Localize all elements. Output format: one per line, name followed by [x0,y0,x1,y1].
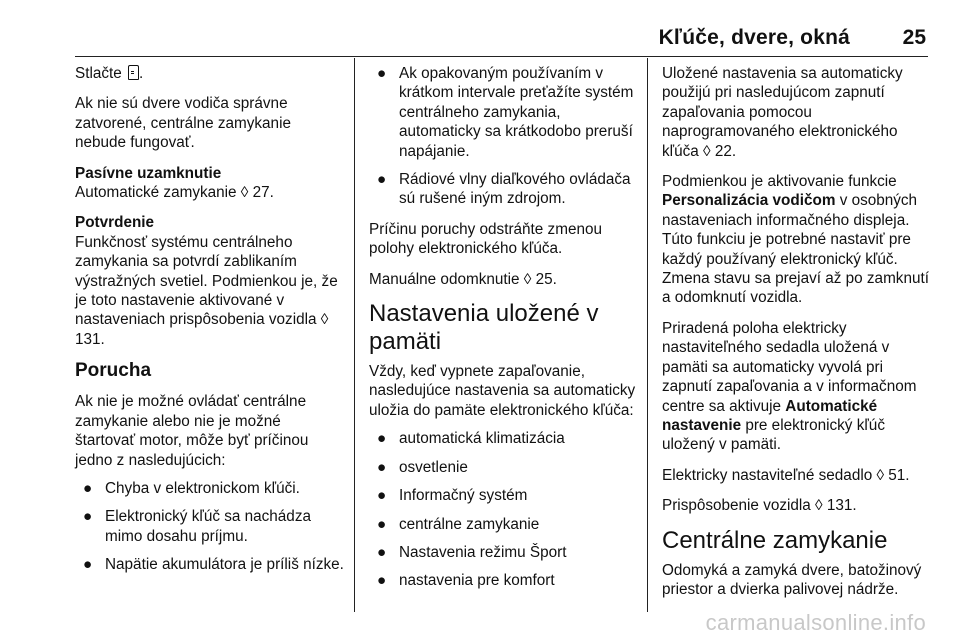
text: pre elektronický kľúč uložený v pamäti. [662,416,885,454]
text: Stlačte [75,65,122,82]
list-item [75,507,345,546]
column-divider-2 [647,58,648,612]
list-item-text: Informačný systém [399,487,528,505]
list-item-text: automatická klimatizácia [399,430,565,448]
page-number: 25 [902,26,926,49]
list-item [369,543,637,562]
text: v osobných nastaveniach informačného displeja. Túto funkciu je potrebné nastaviť pre každý používaný elektronický kľúč. Zmena stavu sa prejaví až po zamknutí a odomknutí vozidla. [662,192,929,307]
lock-button-icon [128,65,139,80]
list-item [369,64,637,161]
list-item [369,486,637,505]
bullet-icon: ● [377,171,387,189]
menu-reference: Automatické nastavenie [662,397,878,434]
bullet-icon: ● [377,430,387,448]
list-item [369,571,637,590]
bullet-icon: ● [377,487,387,505]
paragraph: Prispôsobenie vozidla ◊ 131. [662,497,857,515]
list-item-text: Rádiové vlny diaľkového ovládača sú rušené iným zdrojom. [399,171,631,208]
list-item [369,170,637,209]
header-divider [75,56,928,57]
list-item-text: Elektronický kľúč sa nachádza mimo dosahu príjmu. [105,508,311,545]
bullet-icon: ● [377,65,387,82]
paragraph: Príčinu poruchy odstráňte zmenou polohy elektronického kľúča. [369,220,602,258]
paragraph: Automatické zamykanie ◊ 27. [75,184,274,202]
paragraph: Ak nie sú dvere vodiča správne zatvorené, centrálne zamykanie nebude fungovať. [75,95,291,152]
bullet-icon: ● [377,572,387,590]
text: Podmienkou je aktivovanie funkcie [662,173,897,191]
paragraph: Manuálne odomknutie ◊ 25. [369,270,557,288]
paragraph: Uložené nastavenia sa automaticky použijú pri nasledujúcom zapnutí zapaľovania pomocou naprogramovaného elektronického kľúča ◊ 22. [662,65,903,160]
list-item-text: Nastavenia režimu Šport [399,543,567,561]
heading-saved-settings: Nastavenia uložené v pamäti [369,300,599,356]
text: Priradená poloha elektricky nastaviteľného sedadla uložená v pamäti sa automaticky vyvolá pri zapnutí zapaľovania a v informačnom centre sa aktivuje [662,319,917,415]
list-item-text: centrálne zamykanie [399,515,540,533]
section-title: Kľúče, dvere, okná [658,26,850,49]
subheading-passive-locking: Pasívne uzamknutie [75,164,222,182]
bullet-icon: ● [83,479,93,497]
paragraph: Odomyká a zamyká dvere, batožinový priestor a dvierka palivovej nádrže. [662,561,922,598]
subheading-confirmation: Potvrdenie [75,214,155,232]
bullet-icon: ● [83,508,93,526]
paragraph: Stlačte . [75,65,144,82]
list-item-text: Napätie akumulátora je príliš nízke. [105,556,344,574]
bullet-icon: ● [377,458,387,476]
paragraph: Elektricky nastaviteľné sedadlo ◊ 51. [662,466,910,484]
watermark: carmanualsonline.info [705,610,926,635]
menu-reference: Personalizácia vodičom [662,192,836,210]
list-item-text: Chyba v elektronickom kľúči. [105,479,300,497]
heading-central-locking: Centrálne zamykanie [662,526,888,554]
list-item-text: Ak opakovaným používaním v krátkom intervale preťažíte systém centrálneho zamykania, automaticky sa krátkodobo preruší napájanie. [399,65,634,160]
bullet-icon: ● [377,515,387,533]
list-item [75,479,345,498]
paragraph: Vždy, keď vypnete zapaľovanie, nasledujúce nastavenia sa automaticky uložia do pamäte elektronického kľúča: [369,363,636,419]
paragraph [662,319,932,455]
list-item-text: nastavenia pre komfort [399,572,555,590]
paragraph: Funkčnosť systému centrálneho zamykania sa potvrdí zablikaním výstražných svetiel. Podmienkou je, že je toto nastavenie aktivované v nastaveniach prispôsobenia vozidla ◊ 131. [75,233,338,348]
list-item-text: osvetlenie [399,458,468,476]
page-header [0,26,960,56]
column-divider-1 [354,58,355,612]
column-3 [662,64,932,610]
list-item [75,555,345,574]
heading-fault: Porucha [75,360,152,382]
list-item [369,515,637,534]
paragraph [662,172,932,308]
bullet-icon: ● [83,556,93,574]
column-2 [369,64,637,600]
bullet-icon: ● [377,543,387,561]
list-item [369,429,637,448]
list-item [369,458,637,477]
column-1 [75,64,345,584]
paragraph: Ak nie je možné ovládať centrálne zamykanie alebo nie je možné štartovať motor, môže byť príčinou jedno z nasledujúcich: [75,393,309,469]
